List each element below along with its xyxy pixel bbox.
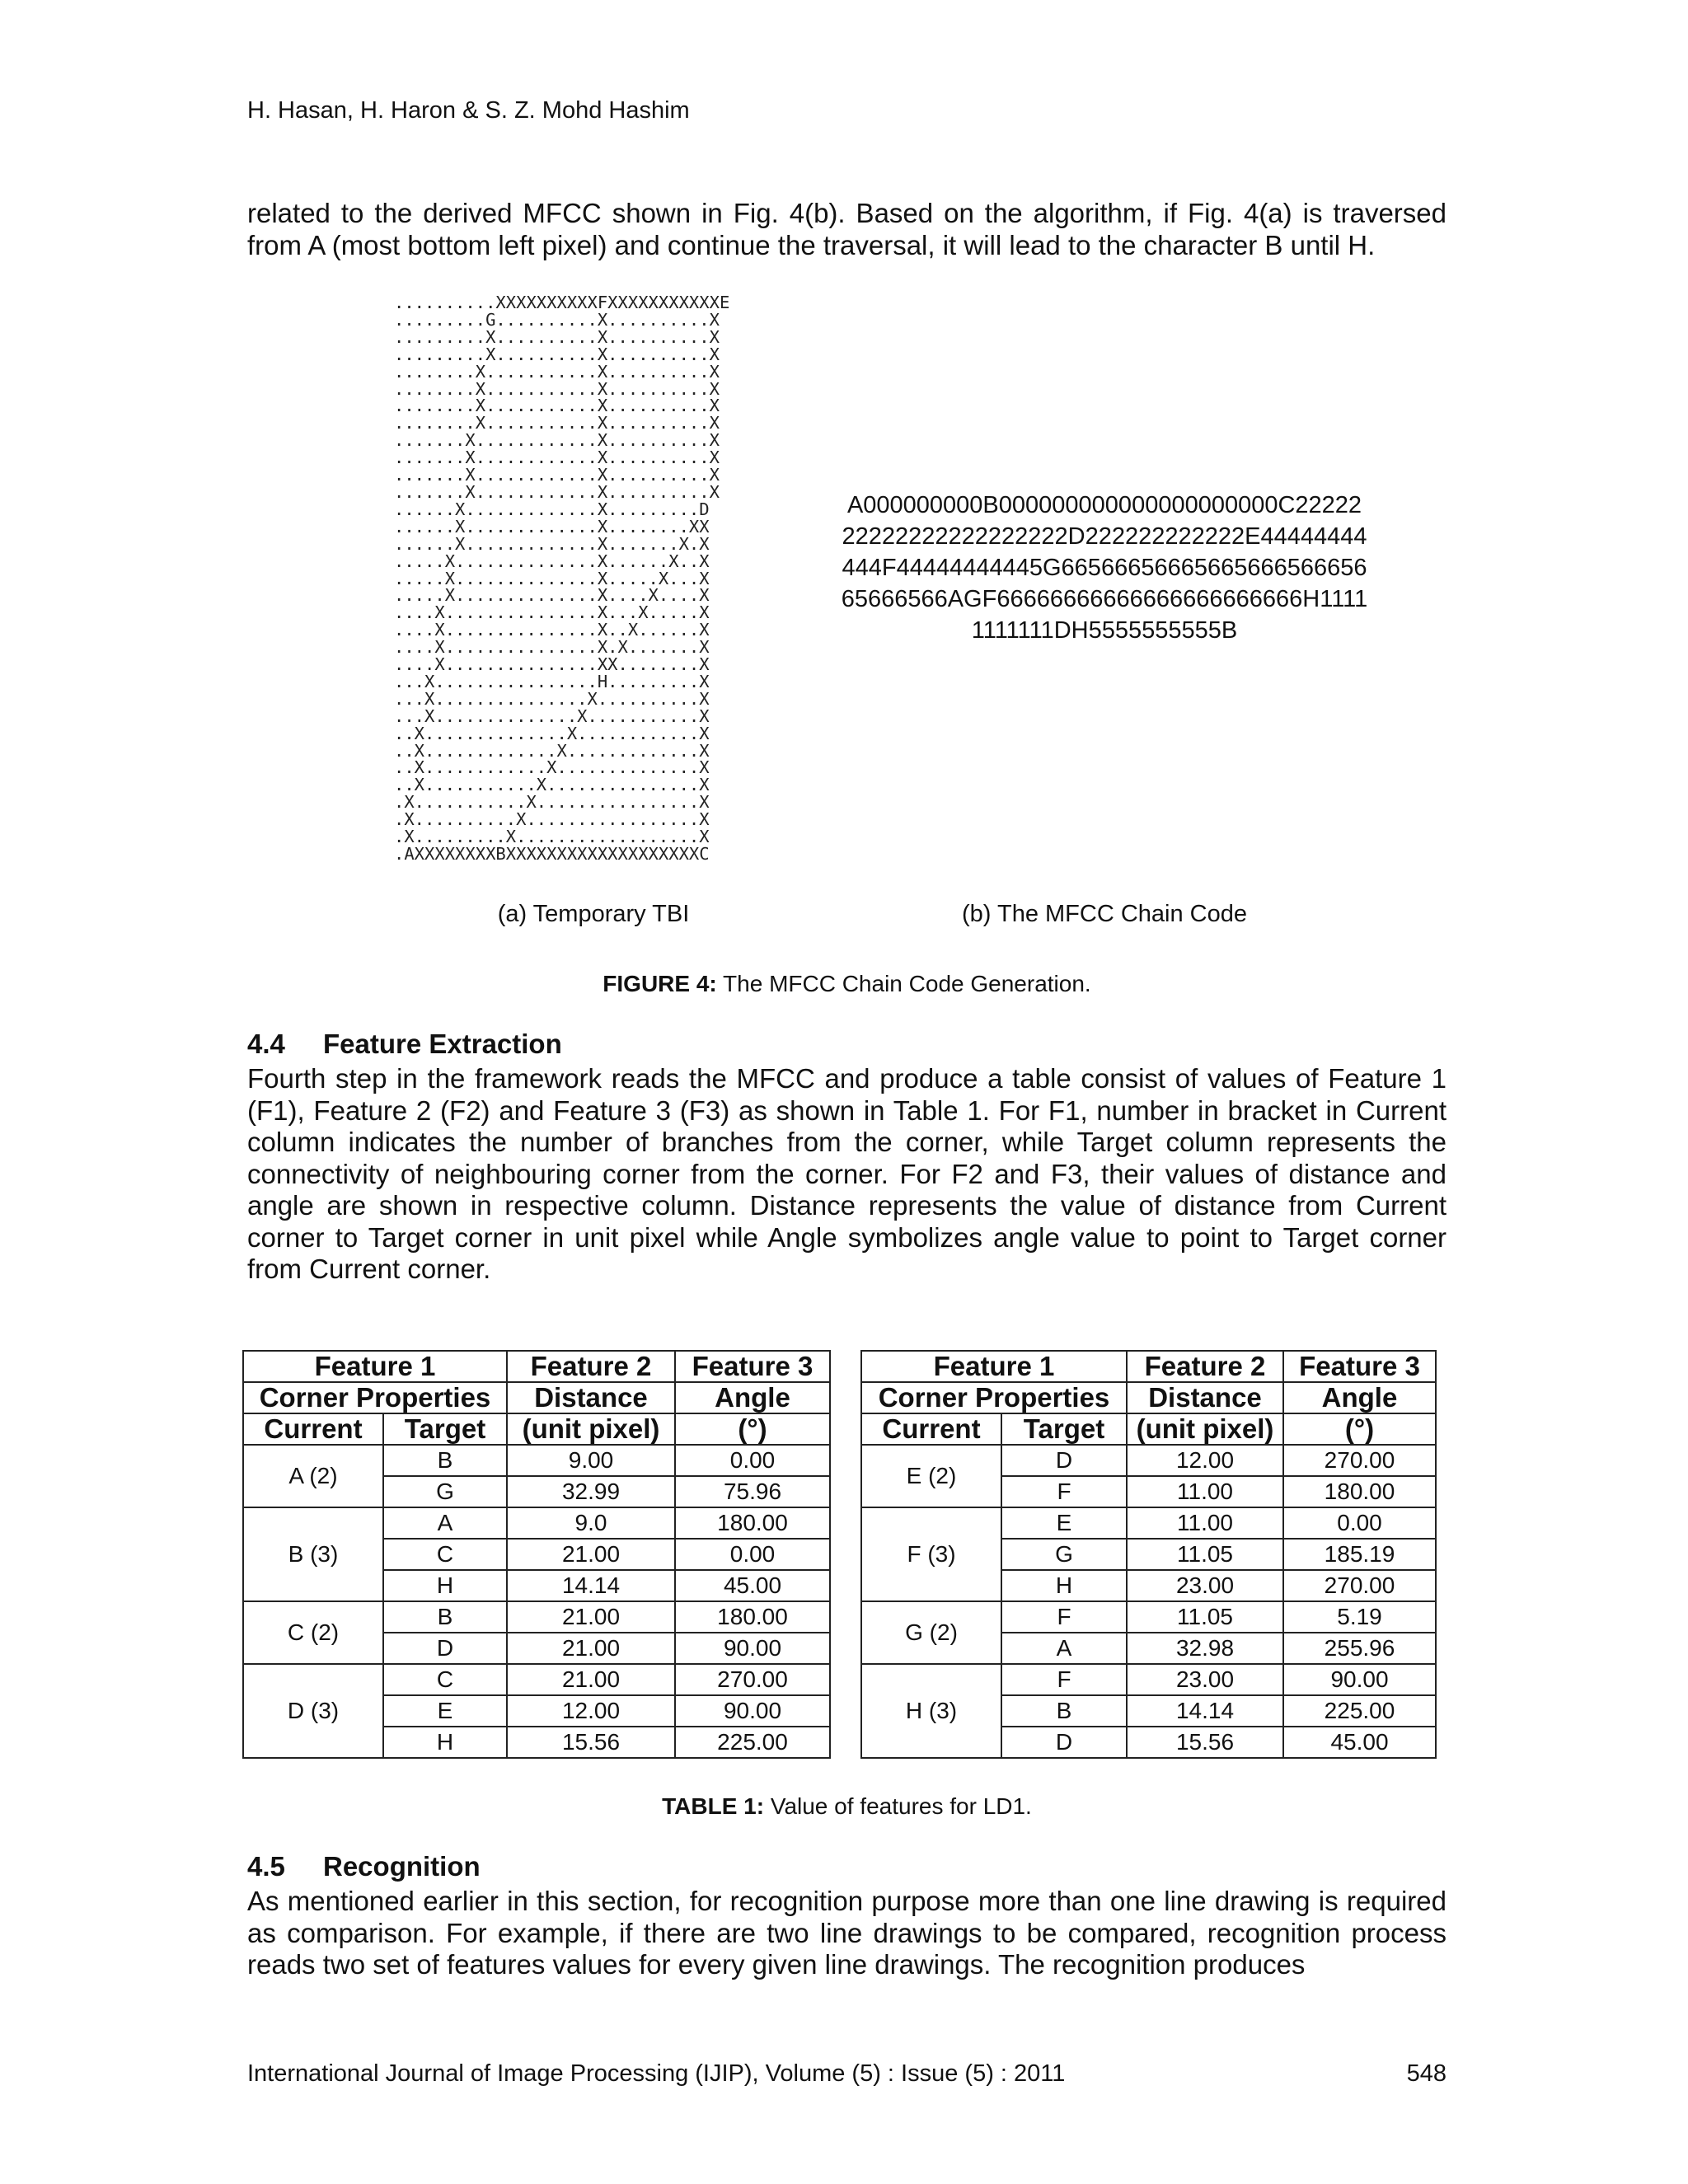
angle-cell: 180.00	[675, 1507, 830, 1539]
distance-cell: 11.00	[1127, 1507, 1283, 1539]
target-cell: D	[383, 1633, 507, 1664]
target-cell: F	[1001, 1664, 1127, 1695]
distance-cell: 12.00	[507, 1695, 675, 1727]
table-row	[243, 1633, 1436, 1664]
distance-cell: 21.00	[507, 1633, 675, 1664]
tbi-row: ..X..............X............X	[394, 723, 710, 743]
current-corner-cell: B (3)	[243, 1507, 383, 1601]
header-unit-pixel: (unit pixel)	[1127, 1413, 1283, 1445]
target-cell: B	[383, 1601, 507, 1633]
angle-cell: 270.00	[1283, 1570, 1436, 1601]
tbi-row: .....X..............X......X..X	[394, 551, 710, 571]
current-corner-cell: H (3)	[861, 1664, 1001, 1758]
target-cell: H	[383, 1727, 507, 1758]
header-feature-1: Feature 1	[861, 1351, 1127, 1382]
footer-journal: International Journal of Image Processing (IJIP), Volume (5) : Issue (5) : 2011	[247, 2060, 1066, 2087]
current-corner-cell: E (2)	[861, 1445, 1001, 1507]
tbi-row: ....X...............X.X.......X	[394, 637, 710, 658]
tbi-row: ..X.............X.............X	[394, 740, 710, 761]
target-cell: C	[383, 1664, 507, 1695]
distance-cell: 32.99	[507, 1476, 675, 1507]
angle-cell: 270.00	[675, 1664, 830, 1695]
temporary-tbi-grid	[394, 294, 806, 888]
distance-cell: 15.56	[1127, 1727, 1283, 1758]
table-row	[243, 1445, 1436, 1476]
distance-cell: 23.00	[1127, 1664, 1283, 1695]
distance-cell: 12.00	[1127, 1445, 1283, 1476]
section-heading-4-4	[247, 1029, 562, 1060]
current-corner-cell: G (2)	[861, 1601, 1001, 1664]
header-feature-2: Feature 2	[1127, 1351, 1283, 1382]
distance-cell: 32.98	[1127, 1633, 1283, 1664]
distance-cell: 23.00	[1127, 1570, 1283, 1601]
tbi-row: .X..........X.................X	[394, 809, 710, 830]
header-corner-properties: Corner Properties	[861, 1382, 1127, 1413]
header-angle: Angle	[675, 1382, 830, 1413]
table-row	[243, 1727, 1436, 1758]
tbi-row: ........X...........X..........X	[394, 378, 720, 399]
distance-cell: 14.14	[1127, 1695, 1283, 1727]
header-distance: Distance	[507, 1382, 675, 1413]
header-current: Current	[243, 1413, 383, 1445]
distance-cell: 14.14	[507, 1570, 675, 1601]
target-cell: A	[1001, 1633, 1127, 1664]
target-cell: B	[1001, 1695, 1127, 1727]
angle-cell: 90.00	[675, 1695, 830, 1727]
target-cell: B	[383, 1445, 507, 1476]
header-feature-3: Feature 3	[675, 1351, 830, 1382]
figure-caption-text: The MFCC Chain Code Generation.	[716, 971, 1091, 996]
header-corner-properties: Corner Properties	[243, 1382, 507, 1413]
tbi-row: ..X...........X...............X	[394, 775, 710, 795]
current-corner-cell: F (3)	[861, 1507, 1001, 1601]
target-cell: D	[1001, 1445, 1127, 1476]
table-row	[243, 1695, 1436, 1727]
tbi-row: .......X............X..........X	[394, 448, 720, 468]
header-target: Target	[1001, 1413, 1127, 1445]
table-row	[243, 1539, 1436, 1570]
tbi-row: ...X..............X...........X	[394, 705, 710, 726]
angle-cell: 255.96	[1283, 1633, 1436, 1664]
angle-cell: 225.00	[1283, 1695, 1436, 1727]
angle-cell: 5.19	[1283, 1601, 1436, 1633]
header-feature-3: Feature 3	[1283, 1351, 1436, 1382]
tbi-row: .......X............X..........X	[394, 430, 720, 451]
tbi-row: ......X.............X........XX	[394, 516, 710, 537]
target-cell: C	[383, 1539, 507, 1570]
target-cell: H	[1001, 1570, 1127, 1601]
running-head: H. Hasan, H. Haron & S. Z. Mohd Hashim	[247, 97, 690, 124]
angle-cell: 185.19	[1283, 1539, 1436, 1570]
tbi-row: ......X.............X.......X.X	[394, 533, 710, 554]
tbi-row: .....X..............X....X....X	[394, 585, 710, 606]
distance-cell: 21.00	[507, 1539, 675, 1570]
tbi-row: .......X............X..........X	[394, 481, 720, 502]
tbi-row: .......X............X..........X	[394, 465, 720, 485]
section-heading-4-5	[247, 1851, 481, 1882]
tbi-row: ........X...........X..........X	[394, 361, 720, 382]
table-caption-label: TABLE 1:	[662, 1793, 765, 1819]
header-feature-1: Feature 1	[243, 1351, 507, 1382]
tbi-row: .X.........X..................X	[394, 827, 710, 847]
angle-cell: 0.00	[1283, 1507, 1436, 1539]
mfcc-chain-code: A000000000B000000000000000000000C2222222222222222222222D222222222222E44444444444F44444444445G6656665666566566656665665666566AGF66666666666666666666666H11111111111DH5555555555B	[841, 492, 1368, 644]
tbi-row: .....X..............X.....X...X	[394, 568, 710, 588]
target-cell: G	[1001, 1539, 1127, 1570]
figure-caption	[247, 971, 1447, 997]
distance-cell: 9.00	[507, 1445, 675, 1476]
angle-cell: 90.00	[675, 1633, 830, 1664]
header-degree: (°)	[1283, 1413, 1436, 1445]
target-cell: D	[1001, 1727, 1127, 1758]
angle-cell: 90.00	[1283, 1664, 1436, 1695]
header-current: Current	[861, 1413, 1001, 1445]
intro-paragraph: related to the derived MFCC shown in Fig. 4(b). Based on the algorithm, if Fig. 4(a) is traversed from A (most bottom left pixel) and continue the traversal, it will lead to the character B until H.	[247, 198, 1447, 260]
angle-cell: 0.00	[675, 1445, 830, 1476]
tbi-row: .AXXXXXXXXBXXXXXXXXXXXXXXXXXXXC	[394, 844, 710, 864]
section-title: Recognition	[323, 1851, 481, 1882]
features-table	[242, 1350, 1437, 1759]
section-number: 4.5	[247, 1851, 285, 1882]
target-cell: H	[383, 1570, 507, 1601]
header-degree: (°)	[675, 1413, 830, 1445]
footer-page-number: 548	[1406, 2060, 1447, 2087]
target-cell: E	[383, 1695, 507, 1727]
current-corner-cell: A (2)	[243, 1445, 383, 1507]
distance-cell: 11.05	[1127, 1539, 1283, 1570]
tbi-row: ...X...............X..........X	[394, 688, 710, 709]
target-cell: A	[383, 1507, 507, 1539]
table-caption	[247, 1793, 1447, 1820]
tbi-row: ...X................H.........X	[394, 671, 710, 691]
target-cell: G	[383, 1476, 507, 1507]
header-angle: Angle	[1283, 1382, 1436, 1413]
section-title: Feature Extraction	[323, 1029, 562, 1059]
tbi-row: ......X.............X.........D	[394, 499, 710, 519]
distance-cell: 11.05	[1127, 1601, 1283, 1633]
tbi-row: ........X...........X..........X	[394, 413, 720, 434]
distance-cell: 11.00	[1127, 1476, 1283, 1507]
header-target: Target	[383, 1413, 507, 1445]
table-row	[243, 1601, 1436, 1633]
distance-cell: 21.00	[507, 1601, 675, 1633]
tbi-row: .........X..........X..........X	[394, 326, 720, 347]
current-corner-cell: C (2)	[243, 1601, 383, 1664]
angle-cell: 45.00	[1283, 1727, 1436, 1758]
table-row	[243, 1507, 1436, 1539]
target-cell: F	[1001, 1601, 1127, 1633]
table-row	[243, 1570, 1436, 1601]
tbi-row: .X...........X................X	[394, 792, 710, 813]
table-caption-text: Value of features for LD1.	[764, 1793, 1032, 1819]
feature-extraction-paragraph: Fourth step in the framework reads the MFCC and produce a table consist of values of Feature 1 (F1), Feature 2 (F2) and Feature 3 (F3) as shown in Table 1. For F1, number in bracket in Current column indicates the number of branches from the corner, while Target column represents the connectivity of neighbouring corner from the corner. For F2 and F3, their values of distance and angle are shown in respective column. Distance represents the value of distance from Current corner to Target corner in unit pixel while Angle symbolizes angle value to point to Target corner from Current corner.	[247, 1063, 1447, 1284]
tbi-row: ....X...............X...X.....X	[394, 602, 710, 623]
target-cell: E	[1001, 1507, 1127, 1539]
header-distance: Distance	[1127, 1382, 1283, 1413]
distance-cell: 21.00	[507, 1664, 675, 1695]
angle-cell: 225.00	[675, 1727, 830, 1758]
current-corner-cell: D (3)	[243, 1664, 383, 1758]
tbi-row: ....X...............X..X......X	[394, 620, 710, 640]
distance-cell: 9.0	[507, 1507, 675, 1539]
figure-caption-b: (b) The MFCC Chain Code	[962, 901, 1247, 927]
angle-cell: 180.00	[1283, 1476, 1436, 1507]
angle-cell: 75.96	[675, 1476, 830, 1507]
section-number: 4.4	[247, 1029, 285, 1059]
tbi-row: .........X..........X..........X	[394, 344, 720, 364]
tbi-row: .........G..........X..........X	[394, 309, 720, 330]
tbi-row: ....X...............XX........X	[394, 654, 710, 675]
figure-caption-a: (a) Temporary TBI	[497, 901, 690, 927]
tbi-row: ..........XXXXXXXXXXFXXXXXXXXXXXE	[394, 293, 730, 312]
figure-caption-label: FIGURE 4:	[603, 971, 717, 996]
tbi-row: ........X...........X..........X	[394, 396, 720, 416]
angle-cell: 45.00	[675, 1570, 830, 1601]
header-unit-pixel: (unit pixel)	[507, 1413, 675, 1445]
angle-cell: 0.00	[675, 1539, 830, 1570]
table-row	[243, 1664, 1436, 1695]
angle-cell: 270.00	[1283, 1445, 1436, 1476]
target-cell: F	[1001, 1476, 1127, 1507]
tbi-row: ..X............X..............X	[394, 757, 710, 778]
angle-cell: 180.00	[675, 1601, 830, 1633]
distance-cell: 15.56	[507, 1727, 675, 1758]
table-row	[243, 1476, 1436, 1507]
recognition-paragraph: As mentioned earlier in this section, for recognition purpose more than one line drawing is required as comparison. For example, if there are two line drawings to be compared, recognition process reads two set of features values for every given line drawings. The recognition produces	[247, 1886, 1447, 1980]
header-feature-2: Feature 2	[507, 1351, 675, 1382]
